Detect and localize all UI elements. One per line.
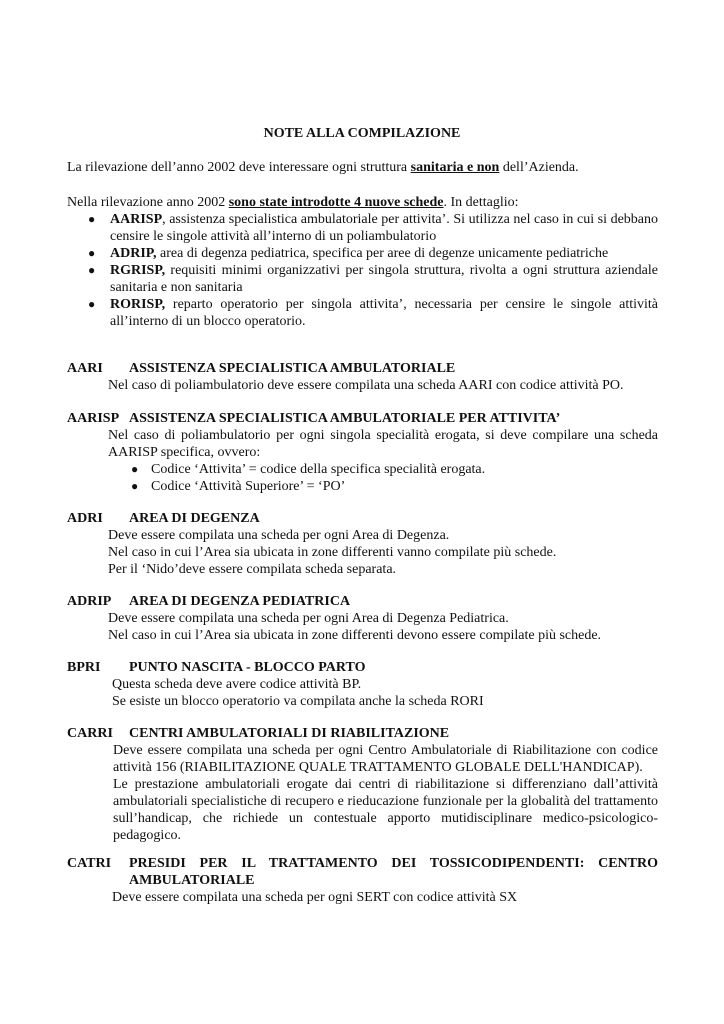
section-title: PRESIDI PER IL TRATTAMENTO DEI TOSSICODIPENDENTI: CENTRO AMBULATORIALE (129, 856, 658, 888)
intro-text: . In dettaglio: (443, 195, 519, 210)
list-item-text: area di degenza pediatrica, specifica per aree di degenze unicamente pediatriche (156, 246, 609, 261)
list-item-code: RORISP, (110, 297, 166, 312)
list-item-code: ADRIP, (110, 246, 157, 261)
section-text: Questa scheda deve avere codice attività BP. (112, 677, 362, 692)
bullet-icon: ● (88, 297, 96, 311)
section-text: Deve essere compilata una scheda per ogni SERT con codice attività SX (112, 890, 518, 905)
section-text: Le prestazione ambulatoriali erogate dai centri di riabilitazione si differenziano dall’attività ambulatoriali specialistiche di recupero e rieducazione funzionale per la globalità del trattamento sull’handicap, che richiede un contestuale apporto mutidisciplinare medico-psicologico-pedagogico. (113, 777, 658, 843)
bullet-icon: ● (88, 246, 96, 260)
section-code: CATRI (67, 856, 112, 871)
intro-paragraph-2 (67, 194, 519, 211)
intro-emphasis: sono state introdotte 4 nuove schede (228, 195, 444, 210)
section-text: Deve essere compilata una scheda per ogni Area di Degenza. (108, 528, 450, 543)
bullet-icon: ● (131, 462, 139, 476)
section-code: AARI (67, 361, 103, 376)
section-title: PUNTO NASCITA - BLOCCO PARTO (129, 660, 366, 675)
intro-text: dell’Azienda. (499, 160, 579, 175)
section-title: AREA DI DEGENZA (129, 511, 260, 526)
section-text: Deve essere compilata una scheda per ogni Area di Degenza Pediatrica. (108, 611, 509, 626)
list-item-code: RGRISP, (110, 263, 166, 278)
list-item-text: reparto operatorio per singola attivita’, necessaria per censire le singole attività all’interno di un blocco operatorio. (110, 297, 658, 329)
list-item-rgrisp (110, 262, 658, 296)
section-code: CARRI (67, 726, 113, 741)
section-code: ADRIP (67, 594, 112, 609)
section-title: ASSISTENZA SPECIALISTICA AMBULATORIALE PER ATTIVITA’ (129, 411, 561, 426)
list-item-rorisp (110, 296, 658, 330)
bullet-icon: ● (88, 263, 96, 277)
section-text: Nel caso in cui l’Area sia ubicata in zone differenti vanno compilate più schede. (108, 545, 557, 560)
list-item-aarisp (110, 211, 658, 245)
section-text: Se esiste un blocco operatorio va compilata anche la scheda RORI (112, 694, 484, 709)
section-text: Deve essere compilata una scheda per ogni Centro Ambulatoriale di Riabilitazione con codice attività 156 (RIABILITAZIONE QUALE TRATTAMENTO GLOBALE DELL'HANDICAP). (113, 743, 658, 775)
list-item-adrip (110, 245, 608, 262)
section-title: ASSISTENZA SPECIALISTICA AMBULATORIALE (129, 361, 456, 376)
section-text: Nel caso in cui l’Area sia ubicata in zone differenti devono essere compilate più schede. (108, 628, 602, 643)
section-code: ADRI (67, 511, 103, 526)
section-text: Per il ‘Nido’deve essere compilata scheda separata. (108, 562, 397, 577)
intro-paragraph-1 (67, 159, 579, 176)
intro-text: La rilevazione dell’anno 2002 deve interessare ogni struttura (67, 160, 411, 175)
section-text: Nel caso di poliambulatorio deve essere compilata una scheda AARI con codice attività PO. (108, 378, 624, 393)
intro-text: Nella rilevazione anno 2002 (67, 195, 229, 210)
bullet-icon: ● (88, 212, 96, 226)
list-item-code: AARISP (110, 212, 163, 227)
section-bullet: Codice ‘Attività Superiore’ = ‘PO’ (151, 479, 346, 494)
list-item-text: , assistenza specialistica ambulatoriale per attivita’. Si utilizza nel caso in cui si debbano censire le singole attività all’interno di un poliambulatorio (110, 212, 658, 244)
intro-emphasis: sanitaria e non (410, 160, 500, 175)
section-bullet: Codice ‘Attivita’ = codice della specifica specialità erogata. (151, 462, 486, 477)
list-item-text: requisiti minimi organizzativi per singola struttura, rivolta a ogni struttura aziendale sanitaria e non sanitaria (110, 263, 658, 295)
section-code: BPRI (67, 660, 101, 675)
section-code: AARISP (67, 411, 120, 426)
section-title: CENTRI AMBULATORIALI DI RIABILITAZIONE (129, 726, 450, 741)
page-title: NOTE ALLA COMPILAZIONE (263, 126, 461, 141)
bullet-icon: ● (131, 479, 139, 493)
section-title: AREA DI DEGENZA PEDIATRICA (129, 594, 351, 609)
section-text: Nel caso di poliambulatorio per ogni singola specialità erogata, si deve compilare una scheda AARISP specifica, ovvero: (108, 428, 658, 460)
